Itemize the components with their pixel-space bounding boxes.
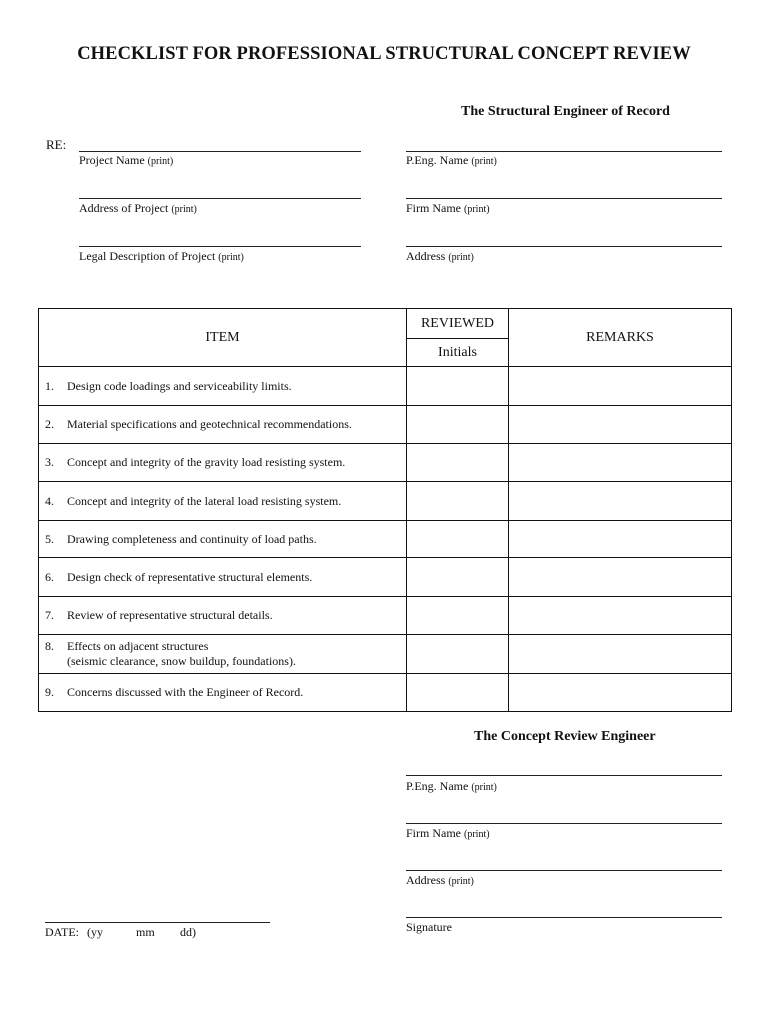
item-cell: 1. Design code loadings and serviceability limits.	[39, 367, 407, 406]
date-label: DATE:	[45, 925, 79, 939]
col-remarks-header: REMARKS	[509, 309, 732, 367]
checklist-table	[38, 308, 732, 712]
engineer-of-record-heading: The Structural Engineer of Record	[461, 104, 670, 119]
initials-cell[interactable]	[407, 367, 509, 406]
item-cell: 9. Concerns discussed with the Engineer of Record.	[39, 674, 407, 712]
item-cell: 5. Drawing completeness and continuity of load paths.	[39, 521, 407, 558]
initials-cell[interactable]	[407, 558, 509, 597]
initials-cell[interactable]	[407, 444, 509, 482]
legal-description-label: Legal Description of Project (print)	[79, 249, 244, 263]
eor-firm-field[interactable]	[406, 198, 722, 199]
reviewer-name-field[interactable]	[406, 775, 722, 776]
project-name-field[interactable]	[79, 151, 361, 152]
reviewer-firm-label: Firm Name (print)	[406, 826, 490, 840]
remarks-cell[interactable]	[509, 597, 732, 635]
signature-label: Signature	[406, 920, 452, 934]
table-row	[39, 558, 732, 597]
eor-firm-label: Firm Name (print)	[406, 201, 490, 215]
eor-name-field[interactable]	[406, 151, 722, 152]
initials-cell[interactable]	[407, 597, 509, 635]
reviewer-name-label: P.Eng. Name (print)	[406, 779, 497, 793]
eor-address-label: Address (print)	[406, 249, 474, 263]
remarks-cell[interactable]	[509, 406, 732, 444]
reviewer-firm-field[interactable]	[406, 823, 722, 824]
project-address-label: Address of Project (print)	[79, 201, 197, 215]
page-title: CHECKLIST FOR PROFESSIONAL STRUCTURAL CONCEPT REVIEW	[77, 44, 691, 64]
item-cell: 7. Review of representative structural details.	[39, 597, 407, 635]
eor-name-label: P.Eng. Name (print)	[406, 153, 497, 167]
date-field[interactable]	[45, 922, 270, 923]
item-cell: 2. Material specifications and geotechnical recommendations.	[39, 406, 407, 444]
table-row	[39, 406, 732, 444]
reviewer-address-label: Address (print)	[406, 873, 474, 887]
eor-address-field[interactable]	[406, 246, 722, 247]
col-item-header: ITEM	[39, 309, 407, 367]
initials-cell[interactable]	[407, 635, 509, 674]
remarks-cell[interactable]	[509, 635, 732, 674]
remarks-cell[interactable]	[509, 367, 732, 406]
date-dd-label: dd)	[180, 925, 196, 939]
project-address-field[interactable]	[79, 198, 361, 199]
col-initials-header: Initials	[407, 339, 509, 367]
date-mm-label: mm	[136, 925, 155, 939]
project-name-label: Project Name (print)	[79, 153, 174, 167]
reviewer-address-field[interactable]	[406, 870, 722, 871]
item-cell: 6. Design check of representative structural elements.	[39, 558, 407, 597]
remarks-cell[interactable]	[509, 521, 732, 558]
table-row	[39, 597, 732, 635]
table-row	[39, 367, 732, 406]
col-reviewed-header: REVIEWED	[407, 309, 509, 339]
initials-cell[interactable]	[407, 406, 509, 444]
concept-reviewer-heading: The Concept Review Engineer	[474, 729, 656, 744]
initials-cell[interactable]	[407, 482, 509, 521]
legal-description-field[interactable]	[79, 246, 361, 247]
table-row	[39, 521, 732, 558]
remarks-cell[interactable]	[509, 674, 732, 712]
item-cell: 3. Concept and integrity of the gravity load resisting system.	[39, 444, 407, 482]
table-row	[39, 635, 732, 674]
remarks-cell[interactable]	[509, 482, 732, 521]
table-row	[39, 444, 732, 482]
remarks-cell[interactable]	[509, 558, 732, 597]
item-cell: 4. Concept and integrity of the lateral load resisting system.	[39, 482, 407, 521]
item-cell: 8. Effects on adjacent structures (seismic clearance, snow buildup, foundations).	[39, 635, 407, 674]
date-yy-label: (yy	[87, 925, 103, 939]
table-row	[39, 482, 732, 521]
table-row	[39, 674, 732, 712]
initials-cell[interactable]	[407, 674, 509, 712]
initials-cell[interactable]	[407, 521, 509, 558]
signature-field[interactable]	[406, 917, 722, 918]
re-label: RE:	[46, 137, 67, 152]
remarks-cell[interactable]	[509, 444, 732, 482]
